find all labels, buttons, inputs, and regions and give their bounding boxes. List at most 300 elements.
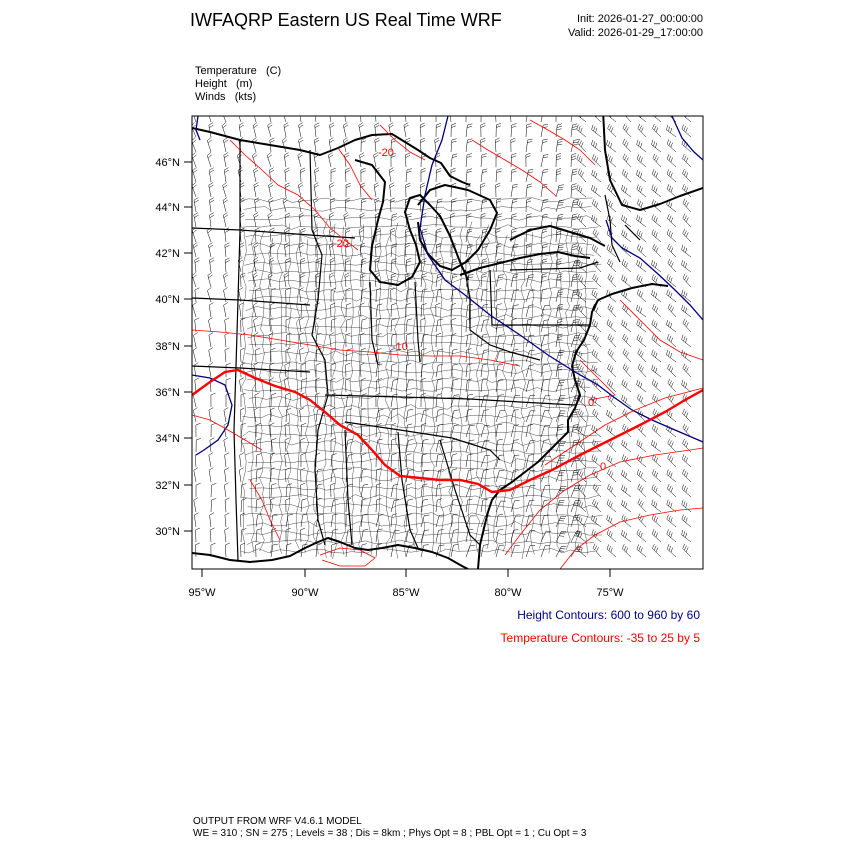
wind-barb [209,123,214,137]
wind-barb [360,153,365,167]
wind-barb [571,153,576,167]
wind-barb [591,140,601,152]
county-line [440,238,444,552]
wind-barb [328,153,333,168]
wind-barb [667,275,676,287]
wind-barb [436,530,444,543]
wind-barb [652,124,661,137]
wind-barb [622,320,631,332]
county-line [244,261,601,266]
wind-barb [541,486,550,497]
wind-barb [436,108,441,122]
wind-barb [571,531,582,542]
wind-barb [225,528,229,542]
wind-barb [195,258,200,272]
wind-barb [591,185,601,197]
wind-barb [346,363,351,377]
lon-label: 75°W [596,587,624,599]
wind-barb [571,501,580,512]
wind-barb [637,440,646,452]
wind-barb [541,546,550,557]
wind-barb [421,259,427,273]
wind-barb [637,380,646,392]
wind-barb [667,364,676,377]
wind-barb [652,230,661,243]
wind-barb [621,470,631,482]
wind-barb [667,229,676,242]
wind-barb [285,438,290,452]
wind-barb [541,440,549,452]
wind-barb [496,529,503,542]
wind-barb [606,140,616,152]
wind-barb [223,213,228,228]
wind-barb [652,169,661,182]
wind-barb [271,514,278,527]
model-info: OUTPUT FROM WRF V4.6.1 MODEL [193,816,362,827]
wind-barb [391,364,397,377]
height-contours [192,116,703,455]
wind-barb [195,453,200,467]
wind-barb [652,529,661,542]
wind-barb [526,153,531,167]
wind-barb [286,393,291,407]
wind-barb [451,183,456,197]
wind-barbs [191,107,691,557]
wind-barb [541,199,548,212]
wind-barb [667,184,676,197]
wind-barb [436,168,441,182]
wind-barb [224,153,229,167]
wind-barb [286,528,291,542]
wind-barb [571,140,579,152]
wind-barb [666,320,676,332]
wind-barb [299,243,304,257]
wind-barb [653,244,661,257]
wind-barb [193,302,197,317]
wind-barb [211,483,216,497]
wind-barb [376,243,381,257]
wind-barb [286,303,291,317]
wind-barb [256,529,262,542]
wind-barb [623,334,631,347]
wind-barb [623,364,631,377]
wind-barb [299,213,304,227]
wind-barb [526,305,534,317]
wind-barb [225,333,230,347]
wind-barb [577,245,586,257]
wind-barb [607,500,616,513]
wind-barb [607,319,616,332]
wind-barb [315,168,320,182]
wind-barb [495,138,500,152]
wind-barb [652,379,661,392]
wind-barb [682,124,691,137]
wind-barb [241,363,246,377]
wind-barb [638,349,646,362]
wind-barb [361,168,366,182]
wind-barb [376,515,384,527]
wind-barb [577,350,586,362]
wind-barb [436,243,441,257]
wind-barb [331,514,338,527]
wind-barb [285,168,290,182]
lon-label: 85°W [392,587,420,599]
wind-barb [511,305,519,317]
wind-barb [622,275,631,287]
wind-barb [511,349,518,362]
wind-barb [592,499,601,512]
wind-barb [210,258,215,272]
wind-barb [592,170,601,182]
wind-barb [451,379,458,392]
wind-barb [225,258,230,272]
wind-barb [577,499,586,512]
wind-barb [571,440,579,452]
wind-barb [271,288,276,302]
wind-barb [608,334,616,347]
wind-barb [222,107,227,122]
wind-barb [192,182,197,197]
contour-label: -20 [378,147,394,159]
wind-barb [526,139,533,152]
wind-barb [196,483,201,497]
wind-barb [196,528,201,542]
wind-barb [481,259,487,272]
longitude-axis [188,569,624,599]
wind-barb [466,139,472,152]
wind-barb [253,123,258,138]
wind-barb [195,543,200,557]
wind-barb [541,214,548,227]
wind-barb [682,139,691,152]
wind-barb [194,513,198,527]
wind-barb [208,318,212,333]
wind-barb [496,259,502,272]
wind-barb [608,469,617,482]
wind-barb [301,379,307,392]
wind-barb [481,244,488,257]
wind-barb [267,152,272,167]
wind-barb [577,185,586,197]
wind-barb [421,454,427,467]
model-config: WE = 310 ; SN = 275 ; Levels = 38 ; Dis = 8km ; Phys Opt = 8 ; PBL Opt = 1 ; Cu Opt = 3 [193,828,587,839]
wind-barb [466,124,472,137]
county-line [247,378,598,383]
wind-barb [253,273,258,288]
county-line [241,198,593,203]
wind-barb [637,140,646,152]
wind-barb [666,350,676,362]
wind-barb [193,167,198,182]
wind-barb [391,500,399,512]
wind-barb [207,137,212,152]
wind-barb [511,455,519,467]
wind-barb [556,185,564,197]
field-name: Winds [195,91,226,103]
wind-barb [682,305,692,317]
wind-barb [451,318,456,332]
wind-barb [623,109,631,122]
county-line [242,414,594,419]
wind-barb [254,243,259,258]
wind-barb [511,380,519,392]
wind-barb [346,303,351,317]
wind-barb [481,364,487,377]
wind-barb [420,123,425,137]
wind-barb [496,424,502,437]
wind-barb [391,379,398,392]
wind-barb [209,363,213,377]
wind-barb [526,214,532,227]
county-line [245,216,594,221]
wind-barb [300,168,305,182]
wind-barb [541,379,548,392]
wind-barb [511,516,521,527]
field-unit: (kts) [234,91,257,103]
contour-label: 0 [600,461,607,473]
wind-barb [316,423,321,437]
wind-barb [592,349,601,362]
wind-barb [682,515,691,528]
wind-barb [209,333,213,347]
wind-barb [681,350,691,362]
wind-barb [406,394,412,407]
wind-barb [241,499,246,513]
wind-barb [578,409,586,422]
wind-barb [511,425,519,437]
wind-barb [192,107,197,122]
wind-barb [329,273,334,287]
county-line [323,220,328,558]
wind-barb [481,274,487,287]
wind-barb [240,348,245,362]
wind-barb [526,365,534,377]
wind-barb [209,198,214,212]
wind-barb [451,499,458,512]
init-time: Init: 2026-01-27_00:00:00 [577,13,703,25]
wind-barb [511,124,517,138]
contour-label: -20 [333,238,349,250]
wind-barb [571,169,577,182]
wind-barb [196,423,201,437]
wind-barb [510,108,515,122]
wind-barb [374,183,379,197]
wind-barb [224,168,229,182]
wind-barb [652,514,661,527]
wind-barb [389,108,394,123]
wind-barb [209,453,213,467]
wind-barb [284,273,289,287]
wind-barb [376,544,382,557]
wind-barb [450,108,455,122]
wind-barb [511,138,516,152]
wind-barb [682,154,691,167]
wind-barb [607,425,616,437]
wind-barb [300,408,304,422]
wind-barb [481,379,487,392]
wind-barb [207,287,211,302]
wind-barb [667,169,676,182]
wind-barb [285,468,290,482]
wind-barb [360,363,365,377]
wind-barb [225,318,230,332]
field-unit: (m) [235,78,253,90]
wind-barb [496,514,503,527]
wind-barb [593,544,601,557]
lat-label: 34°N [155,433,180,445]
wind-barb [361,408,366,422]
wind-barb [301,514,307,527]
wind-barb [466,108,471,122]
wind-barb [556,168,561,182]
wind-barb [622,485,632,497]
wind-barb [556,334,563,347]
wind-barb [285,423,289,437]
county-line [247,522,599,527]
wind-barb [683,544,691,557]
wind-barb [682,290,691,302]
county-lines [240,198,603,559]
wind-barb [193,408,197,423]
wind-barb [511,440,519,452]
county-line [250,486,602,491]
county-line [350,236,354,553]
wind-barb [299,198,304,213]
wind-barb [211,393,216,407]
wind-barb [301,453,306,467]
wind-barb [682,500,691,512]
wind-barb [621,185,631,197]
wind-barb [209,348,213,363]
wind-barb [556,411,566,422]
wind-barb [241,529,246,543]
wind-barb [406,454,412,468]
wind-barb [421,138,426,152]
wind-barb [541,169,548,182]
wind-barb [466,516,476,527]
wind-barb [466,199,472,212]
wind-barb [330,333,334,347]
wind-barb [623,139,631,152]
wind-barb [571,109,577,122]
wind-barb [511,274,518,287]
wind-barb [556,229,562,242]
wind-barb [682,335,691,347]
wind-barb [224,408,228,422]
wind-barb [359,123,364,137]
wind-barb [682,380,692,392]
wind-barb [391,319,396,333]
wind-barb [192,227,197,242]
wind-barb [683,274,691,287]
wind-barb [299,318,303,332]
wind-barb [254,318,258,333]
wind-barb [556,486,566,497]
wind-barb [496,243,501,257]
wind-barb [298,152,303,167]
wind-barb [331,469,337,482]
wind-barb [667,544,676,557]
wind-barb [592,215,602,227]
wind-barb [345,153,350,167]
height-contour-legend: Height Contours: 600 to 960 by 60 [517,608,700,622]
wind-barb [406,424,412,437]
wind-barb [592,154,601,167]
wind-barb [209,168,214,182]
wind-barb [211,498,216,512]
wind-barb [270,303,275,317]
wind-barb [436,333,441,347]
wind-barb [541,396,550,407]
wind-barb [406,440,414,453]
wind-barb [436,394,442,407]
wind-barb [314,183,319,197]
wind-barb [607,529,616,542]
wind-barb [376,529,383,542]
wind-barb [421,334,428,347]
wind-barb [526,169,533,182]
wind-barb [526,275,534,287]
wind-barb [451,289,458,302]
wind-barb [481,410,489,422]
wind-barb [526,198,531,212]
wind-barb [211,423,216,437]
wind-barb [239,123,244,137]
wind-barb [344,108,349,123]
wind-barb [406,169,412,182]
wind-barb [256,543,261,557]
wind-barb [451,139,457,152]
wind-barb [556,108,561,122]
wind-barb [451,395,459,407]
wind-barb [330,198,335,212]
wind-barb [192,272,197,287]
latitude-axis [155,157,192,538]
wind-barb [256,423,261,437]
wind-barb [241,333,246,347]
wind-barb [636,305,646,317]
county-line [240,495,599,500]
wind-barb [284,123,289,137]
wind-barb [541,124,548,137]
wind-barb [621,530,631,542]
wind-barb [224,303,228,318]
wind-barb [361,319,367,332]
wind-barb [571,184,577,197]
wind-barb [496,501,506,512]
wind-barb [345,168,350,182]
wind-barb [301,363,306,377]
wind-barb [256,514,262,527]
wind-barb [652,304,661,317]
wind-barb [541,259,547,272]
wind-barb [637,154,646,167]
wind-barb [391,484,398,497]
wind-barb [196,438,201,452]
lat-label: 30°N [155,526,180,538]
wind-barb [361,348,366,362]
wind-barb [436,303,441,317]
wind-barb [405,153,410,167]
wind-barb [223,198,228,213]
wind-barb [481,138,486,152]
wind-barb [667,470,676,482]
wind-barb [637,335,646,348]
wind-barb [683,229,691,242]
wind-barb [668,439,676,452]
wind-barb [556,546,566,557]
wind-barb [466,440,474,452]
